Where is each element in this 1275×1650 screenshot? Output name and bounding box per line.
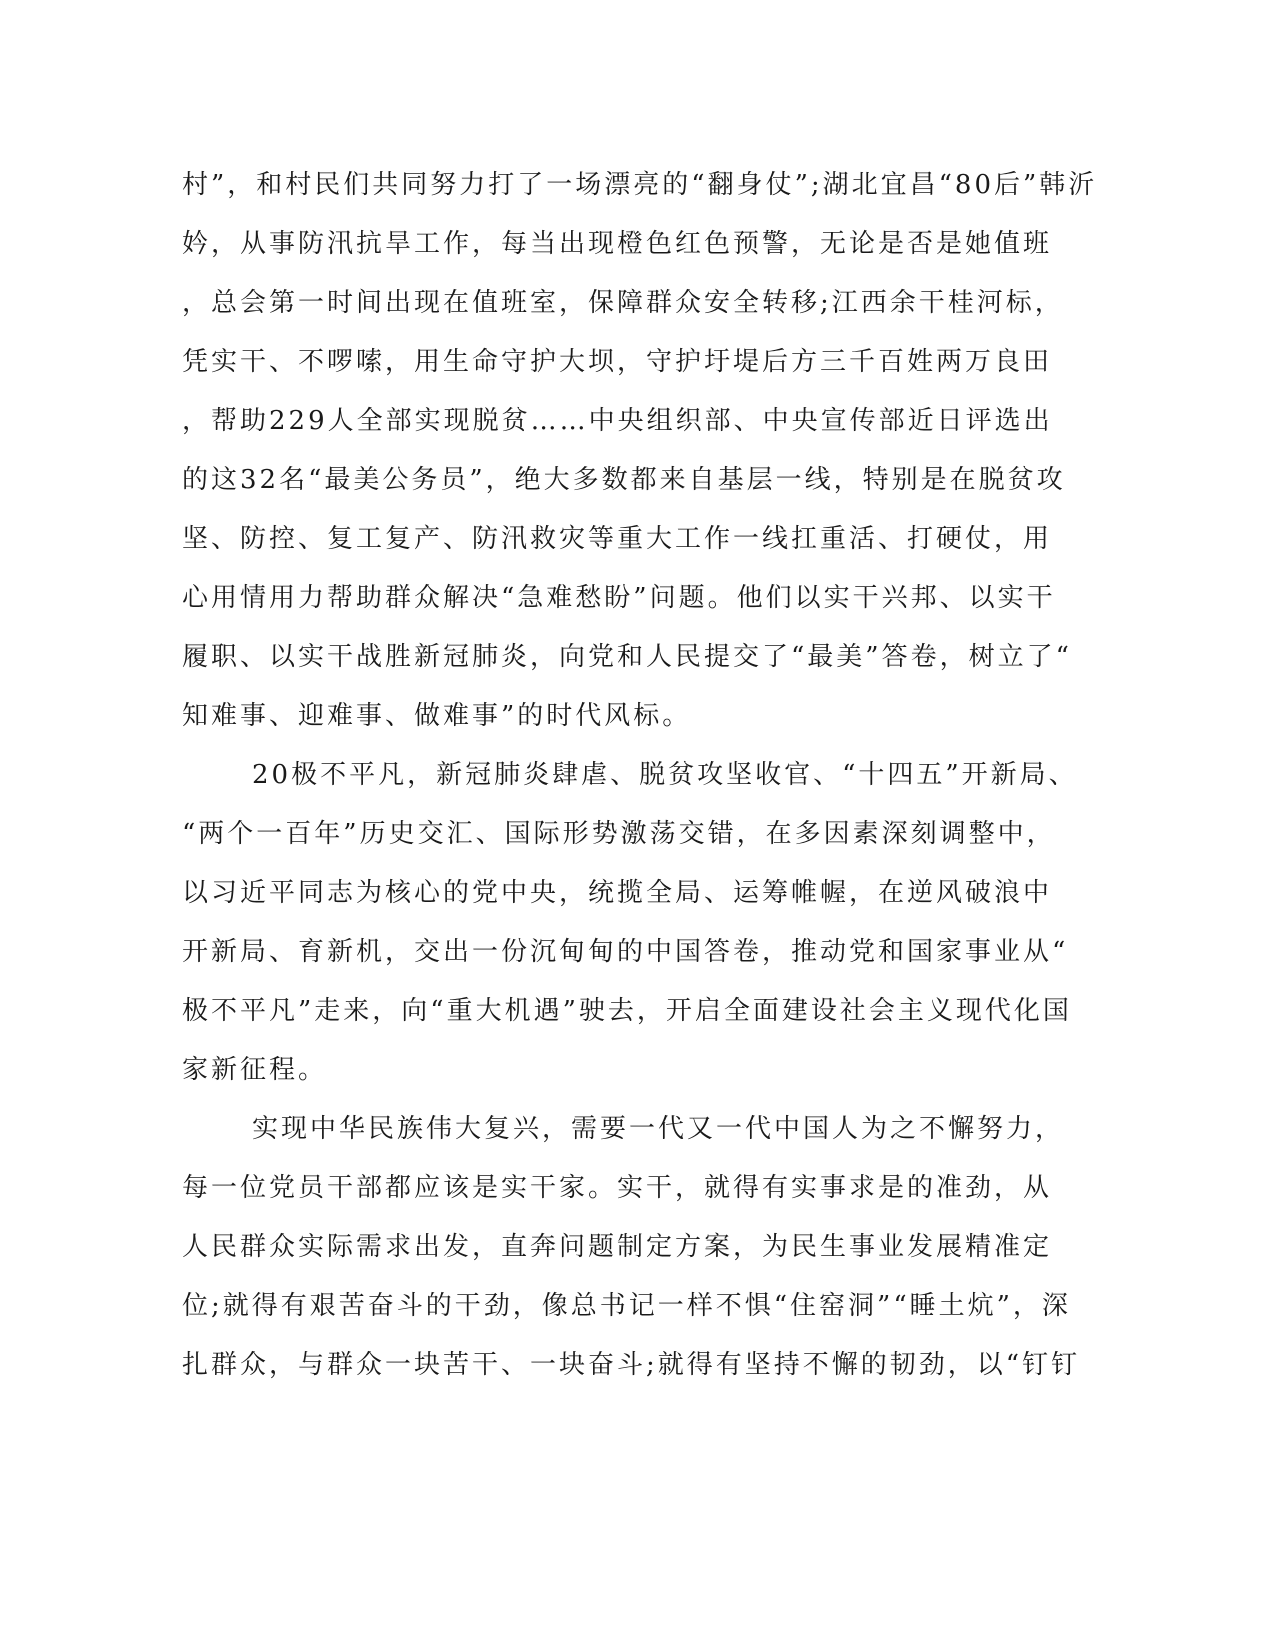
text-line: 履职、以实干战胜新冠肺炎，向党和人民提交了“最美”答卷，树立了“ (182, 642, 1072, 672)
text-line: 位;就得有艰苦奋斗的干劲，像总书记一样不惧“住窑洞”“睡土炕”，深 (182, 1291, 1071, 1321)
paragraph-start-line: 20极不平凡，新冠肺炎肆虐、脱贫攻坚收官、“十四五”开新局、 (252, 760, 1078, 790)
text-line: 凭实干、不啰嗦，用生命守护大坝，守护圩堤后方三千百姓两万良田 (182, 347, 1053, 377)
text-line: ，总会第一时间出现在值班室，保障群众安全转移;江西余干桂河标， (182, 288, 1064, 318)
text-line: 人民群众实际需求出发，直奔问题制定方案，为民生事业发展精准定 (182, 1232, 1053, 1262)
text-line: 村”，和村民们共同努力打了一场漂亮的“翻身仗”;湖北宜昌“80后”韩沂 (182, 170, 1098, 200)
text-line: 以习近平同志为核心的党中央，统揽全局、运筹帷幄，在逆风破浪中 (182, 878, 1053, 908)
text-line: 家新征程。 (182, 1055, 328, 1085)
text-line: 扎群众，与群众一块苦干、一块奋斗;就得有坚持不懈的韧劲，以“钉钉 (182, 1350, 1081, 1380)
text-line: “两个一百年”历史交汇、国际形势激荡交错，在多因素深刻调整中， (182, 819, 1056, 849)
text-line: 坚、防控、复工复产、防汛救灾等重大工作一线扛重活、打硬仗，用 (182, 524, 1053, 554)
paragraph-start-line: 实现中华民族伟大复兴，需要一代又一代中国人为之不懈努力， (252, 1114, 1065, 1144)
text-line: 开新局、育新机，交出一份沉甸甸的中国答卷，推动党和国家事业从“ (182, 937, 1069, 967)
text-line: 妗，从事防汛抗旱工作，每当出现橙色红色预警，无论是否是她值班 (182, 229, 1053, 259)
text-line: 极不平凡”走来，向“重大机遇”驶去，开启全面建设社会主义现代化国 (182, 996, 1072, 1026)
document-body (182, 156, 1098, 1395)
text-line: 心用情用力帮助群众解决“急难愁盼”问题。他们以实干兴邦、以实干 (182, 583, 1056, 613)
text-line: ，帮助229人全部实现脱贫……中央组织部、中央宣传部近日评选出 (182, 406, 1053, 436)
text-line: 的这32名“最美公务员”，绝大多数都来自基层一线，特别是在脱贫攻 (182, 465, 1066, 495)
text-line: 每一位党员干部都应该是实干家。实干，就得有实事求是的准劲，从 (182, 1173, 1053, 1203)
text-line: 知难事、迎难事、做难事”的时代风标。 (182, 701, 692, 731)
